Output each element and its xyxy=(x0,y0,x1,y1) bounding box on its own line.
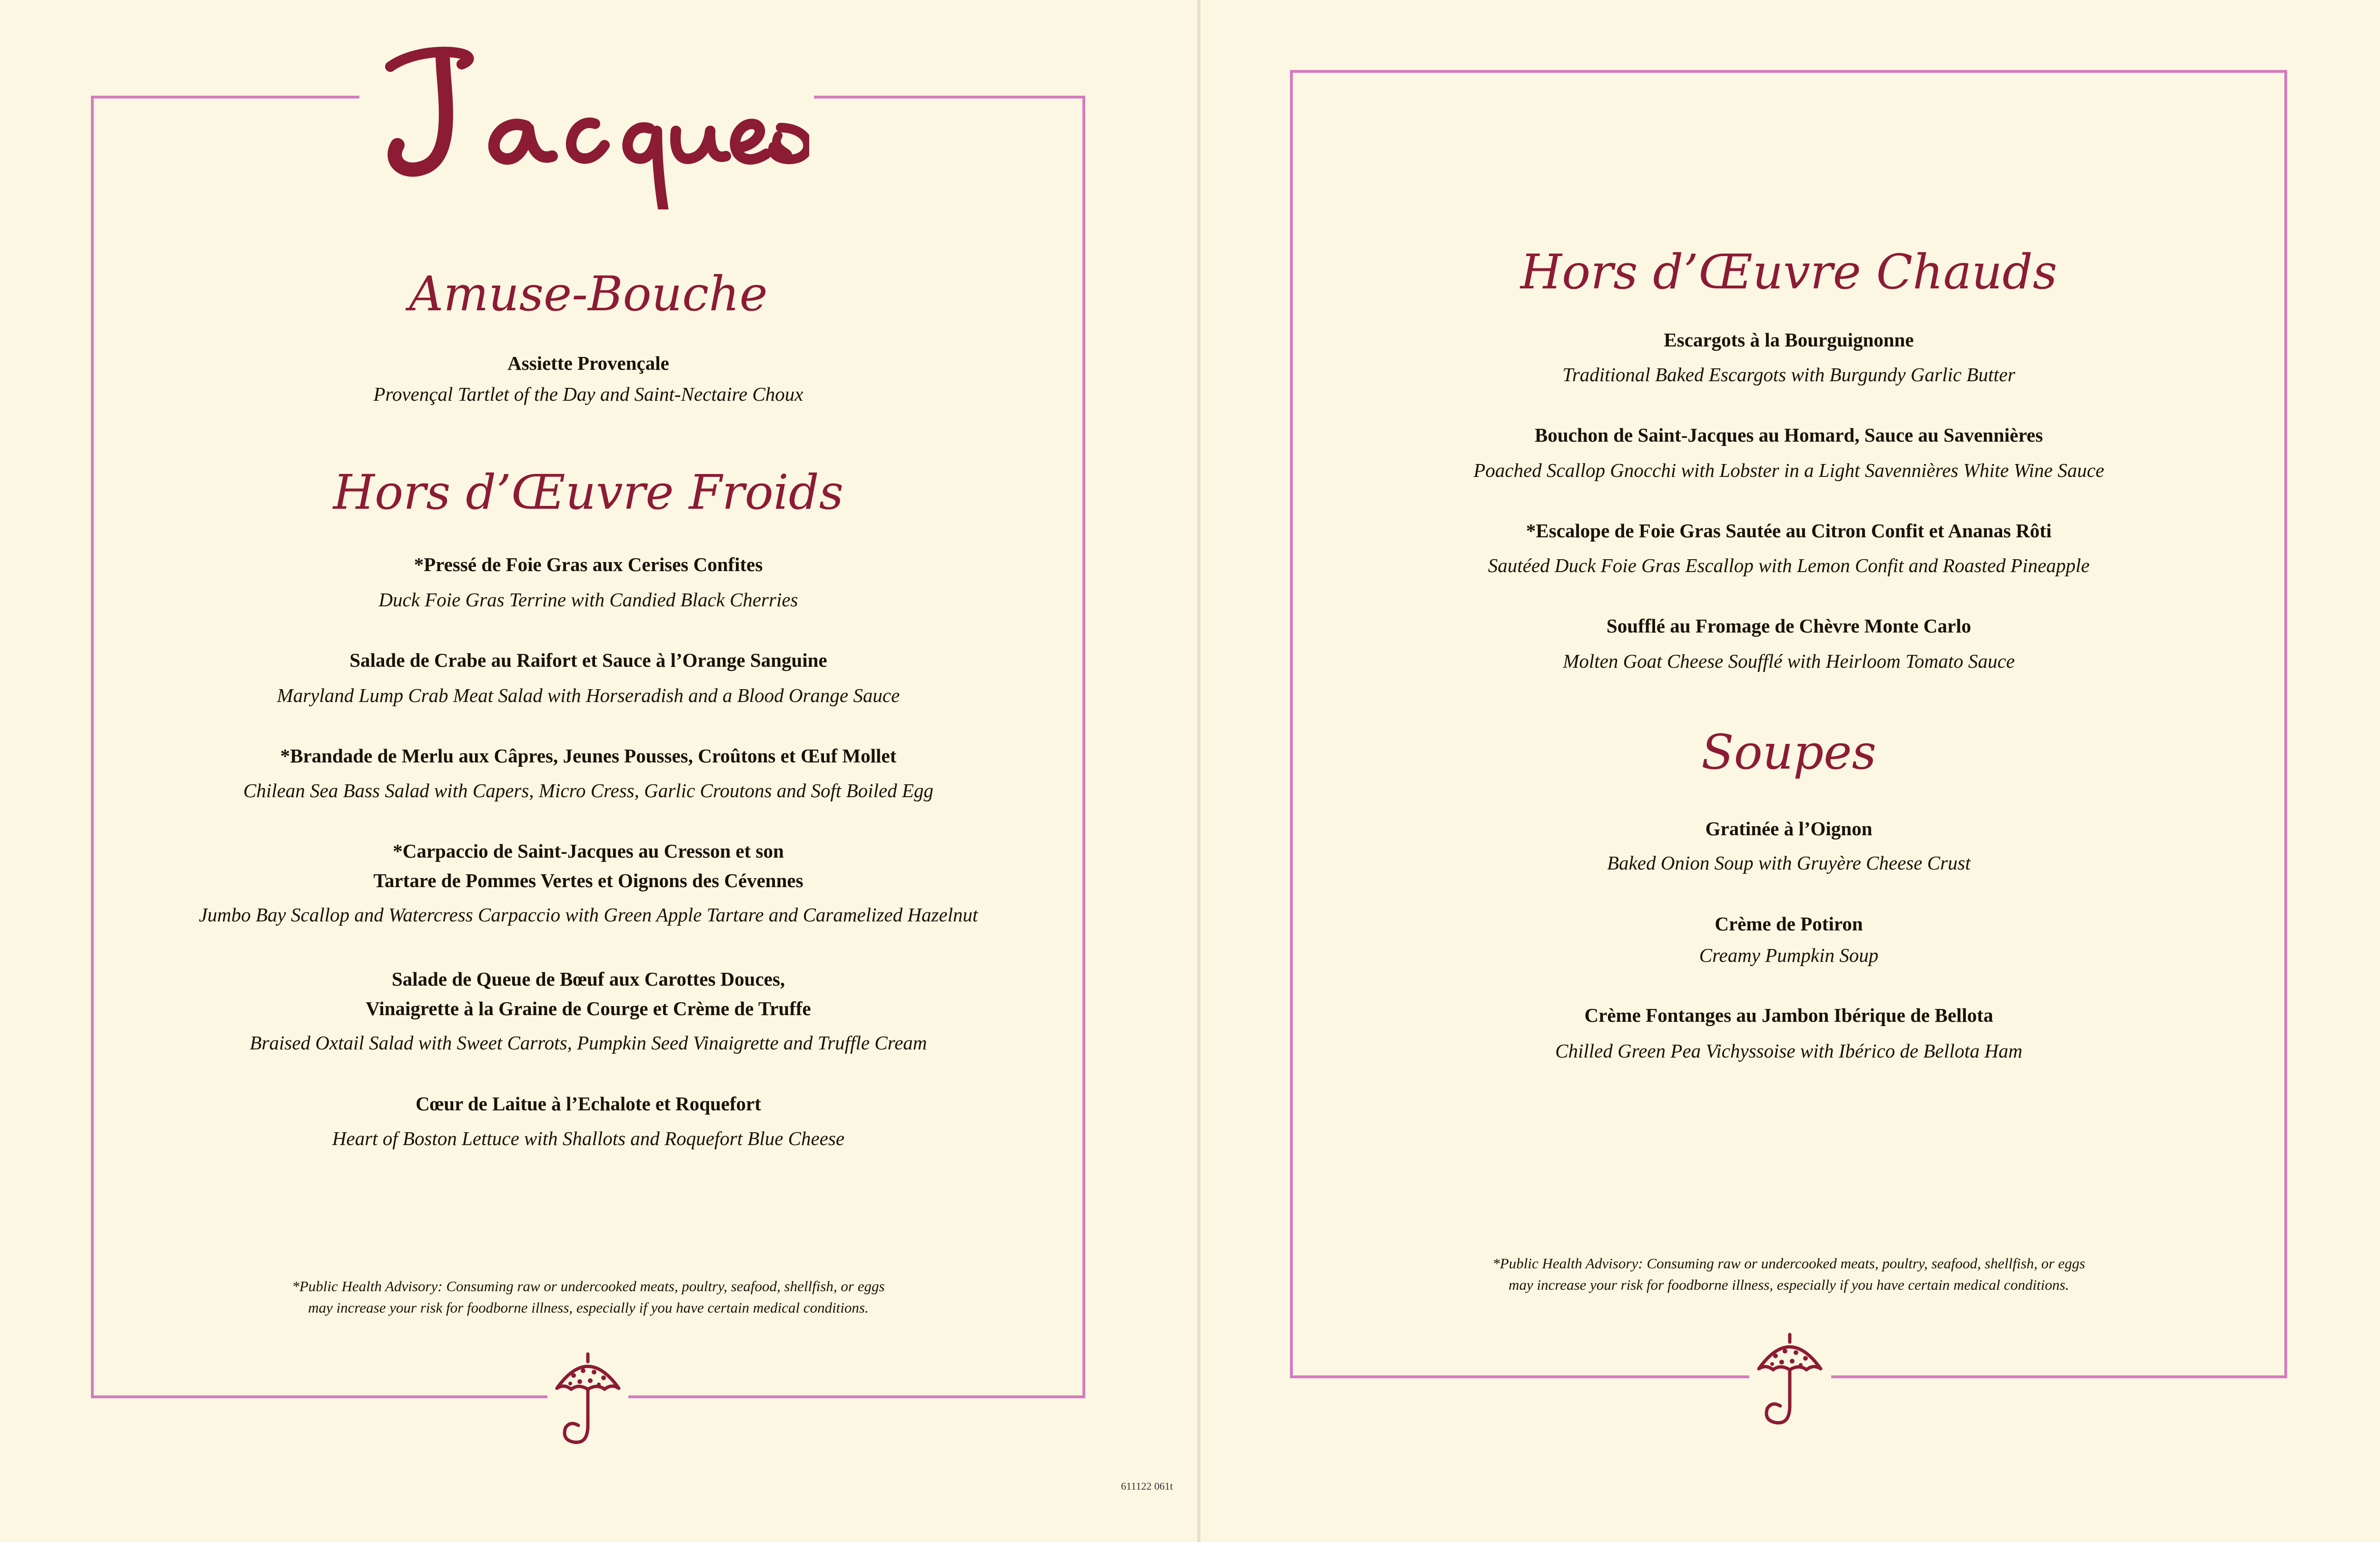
menu-item-description: Creamy Pumpkin Soup xyxy=(1699,944,1879,966)
menu-item-name: Cœur de Laitue à l’Echalote et Roquefort xyxy=(416,1093,761,1115)
health-advisory-line: *Public Health Advisory: Consuming raw or undercooked meats, poultry, seafood, shellfish, or eggs xyxy=(1492,1255,2085,1272)
menu-item-name: *Brandade de Merlu aux Câpres, Jeunes Pousses, Croûtons et Œuf Mollet xyxy=(280,745,897,767)
menu-item-name: Crème Fontanges au Jambon Ibérique de Bellota xyxy=(1584,1004,1993,1026)
menu-item-description: Chilean Sea Bass Salad with Capers, Micro Cress, Garlic Croutons and Soft Boiled Egg xyxy=(243,780,933,801)
menu-item-name: *Pressé de Foie Gras aux Cerises Confites xyxy=(414,554,763,575)
umbrella-icon-right xyxy=(1754,1330,1825,1434)
menu-item-name: Escargots à la Bourguignonne xyxy=(1664,329,1914,351)
menu-item-name: Assiette Provençale xyxy=(507,352,669,374)
menu-item-name: Salade de Queue de Bœuf aux Carottes Douces, xyxy=(391,968,785,990)
menu-item-name: Crème de Potiron xyxy=(1715,913,1863,935)
health-advisory-line: may increase your risk for foodborne illness, especially if you have certain medical conditions. xyxy=(308,1299,869,1316)
menu-item-name: *Carpaccio de Saint-Jacques au Cresson et son xyxy=(393,840,784,862)
menu-item-description: Braised Oxtail Salad with Sweet Carrots, Pumpkin Seed Vinaigrette and Truffle Cream xyxy=(249,1032,927,1054)
page-gutter xyxy=(1197,0,1200,1542)
menu-item-name: Salade de Crabe au Raifort et Sauce à l’Orange Sanguine xyxy=(349,649,827,671)
menu-item-description: Provençal Tartlet of the Day and Saint-Nectaire Choux xyxy=(373,383,803,405)
menu-item-name: *Escalope de Foie Gras Sautée au Citron Confit et Ananas Rôti xyxy=(1526,520,2052,542)
menu-item-name: Gratinée à l’Oignon xyxy=(1705,818,1873,840)
health-advisory-line: *Public Health Advisory: Consuming raw or undercooked meats, poultry, seafood, shellfish, or eggs xyxy=(292,1278,885,1295)
hors-oeuvre-froids-heading: Hors d’Œuvre Froids xyxy=(333,465,844,520)
soupes-heading: Soupes xyxy=(1701,724,1876,780)
hors-oeuvre-chauds-heading: Hors d’Œuvre Chauds xyxy=(1520,244,2057,300)
menu-item-name: Bouchon de Saint-Jacques au Homard, Sauce au Savennières xyxy=(1535,424,2043,446)
menu-item-description: Maryland Lump Crab Meat Salad with Horseradish and a Blood Orange Sauce xyxy=(277,684,900,706)
menu-item-description: Sautéed Duck Foie Gras Escallop with Lemon Confit and Roasted Pineapple xyxy=(1488,554,2090,576)
menu-item-description: Jumbo Bay Scallop and Watercress Carpaccio with Green Apple Tartare and Caramelized Hazelnut xyxy=(198,904,978,926)
print-code: 611122 061t xyxy=(1121,1480,1173,1492)
menu-item-description: Traditional Baked Escargots with Burgundy Garlic Butter xyxy=(1562,364,2015,386)
menu-item-description: Poached Scallop Gnocchi with Lobster in a Light Savennières White Wine Sauce xyxy=(1473,459,2104,481)
menu-item-description: Molten Goat Cheese Soufflé with Heirloom Tomato Sauce xyxy=(1563,650,2015,672)
menu-item-description: Baked Onion Soup with Gruyère Cheese Crust xyxy=(1607,852,1971,874)
menu-item-name: Soufflé au Fromage de Chèvre Monte Carlo xyxy=(1606,615,1971,637)
menu-item-description: Duck Foie Gras Terrine with Candied Black Cherries xyxy=(378,589,798,611)
menu-item-name: Vinaigrette à la Graine de Courge et Crème de Truffe xyxy=(366,998,811,1019)
health-advisory-line: may increase your risk for foodborne illness, especially if you have certain medical conditions. xyxy=(1508,1276,2069,1293)
amuse-bouche-heading: Amuse-Bouche xyxy=(409,266,768,322)
menu-item-description: Heart of Boston Lettuce with Shallots and Roquefort Blue Cheese xyxy=(332,1127,845,1149)
menu-item-name: Tartare de Pommes Vertes et Oignons des Cévennes xyxy=(373,870,803,891)
umbrella-icon-left xyxy=(552,1349,624,1454)
jacques-logo xyxy=(371,33,809,209)
menu-item-description: Chilled Green Pea Vichyssoise with Ibérico de Bellota Ham xyxy=(1555,1040,2023,1062)
